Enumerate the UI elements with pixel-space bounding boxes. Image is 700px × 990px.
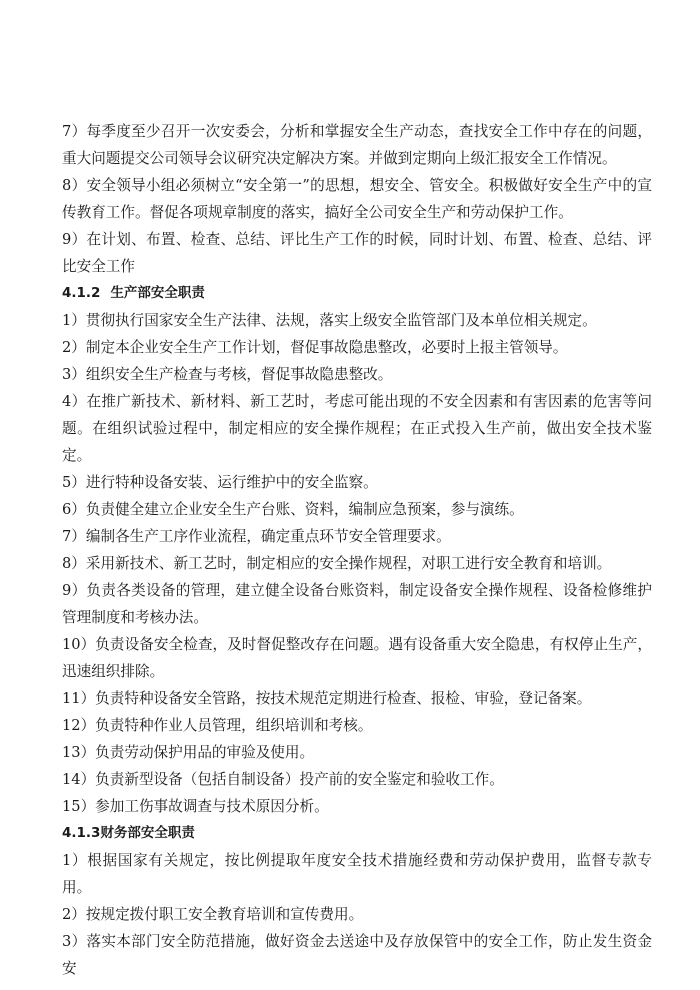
paragraph: 12）负责特种作业人员管理，组织培训和考核。	[62, 717, 373, 734]
paragraph: 2）制定本企业安全生产工作计划，督促事故隐患整改，必要时上报主管领导。	[62, 339, 568, 356]
paragraph: 5）进行特种设备安装、运行维护中的安全监察。	[62, 474, 378, 491]
section-number: 4.1.3	[62, 825, 101, 841]
paragraph: 14）负责新型设备（包括自制设备）投产前的安全鉴定和验收工作。	[62, 771, 504, 788]
paragraph: 7）编制各生产工序作业流程，确定重点环节安全管理要求。	[62, 528, 451, 545]
paragraph: 2）按规定拨付职工安全教育培训和宣传费用。	[62, 906, 364, 923]
paragraph: 7）每季度至少召开一次安委会，分析和掌握安全生产动态，查找安全工作中存在的问题，重大问题提交公司领导会议研究决定解决方案。并做到定期向上级汇报安全工作情况。	[62, 123, 652, 167]
paragraph: 8）安全领导小组必须树立“安全第一”的思想，想安全、管安全。积极做好安全生产中的宣传教育工作。督促各项规章制度的落实，搞好全公司安全生产和劳动保护工作。	[62, 177, 652, 221]
paragraph: 3）组织安全生产检查与考核，督促事故隐患整改。	[62, 366, 393, 383]
section-number: 4.1.2	[62, 285, 101, 301]
section-title: 财务部安全职责	[100, 825, 195, 841]
paragraph: 3）落实本部门安全防范措施，做好资金去送途中及存放保管中的安全工作，防止发生资金安	[62, 933, 652, 977]
section-title: 生产部安全职责	[110, 285, 205, 301]
paragraph: 4）在推广新技术、新材料、新工艺时，考虑可能出现的不安全因素和有害因素的危害等问题。在组织试验过程中，制定相应的安全操作规程；在正式投入生产前，做出安全技术鉴定。	[62, 393, 652, 464]
paragraph: 13）负责劳动保护用品的审验及使用。	[62, 744, 315, 761]
paragraph: 15）参加工伤事故调查与技术原因分析。	[62, 798, 329, 815]
paragraph: 9）负责各类设备的管理，建立健全设备台账资料，制定设备安全操作规程、设备检修维护管理制度和考核办法。	[62, 582, 652, 626]
paragraph: 1）贯彻执行国家安全生产法律、法规，落实上级安全监管部门及本单位相关规定。	[62, 312, 597, 329]
paragraph: 8）采用新技术、新工艺时，制定相应的安全操作规程，对职工进行安全教育和培训。	[62, 555, 612, 572]
paragraph: 9）在计划、布置、检查、总结、评比生产工作的时候，同时计划、布置、检查、总结、评比安全工作	[62, 231, 652, 275]
paragraph: 6）负责健全建立企业安全生产台账、资料，编制应急预案，参与演练。	[62, 501, 524, 518]
section-heading-4-1-3	[62, 820, 652, 847]
paragraph: 11）负责特种设备安全管路，按技术规范定期进行检查、报检、审验，登记备案。	[62, 690, 592, 707]
paragraph: 1）根据国家有关规定，按比例提取年度安全技术措施经费和劳动保护费用，监督专款专用。	[62, 852, 652, 896]
section-heading-4-1-2	[62, 280, 652, 307]
paragraph: 10）负责设备安全检查，及时督促整改存在问题。遇有设备重大安全隐患，有权停止生产，迅速组织排除。	[62, 636, 652, 680]
document-body	[62, 118, 652, 982]
